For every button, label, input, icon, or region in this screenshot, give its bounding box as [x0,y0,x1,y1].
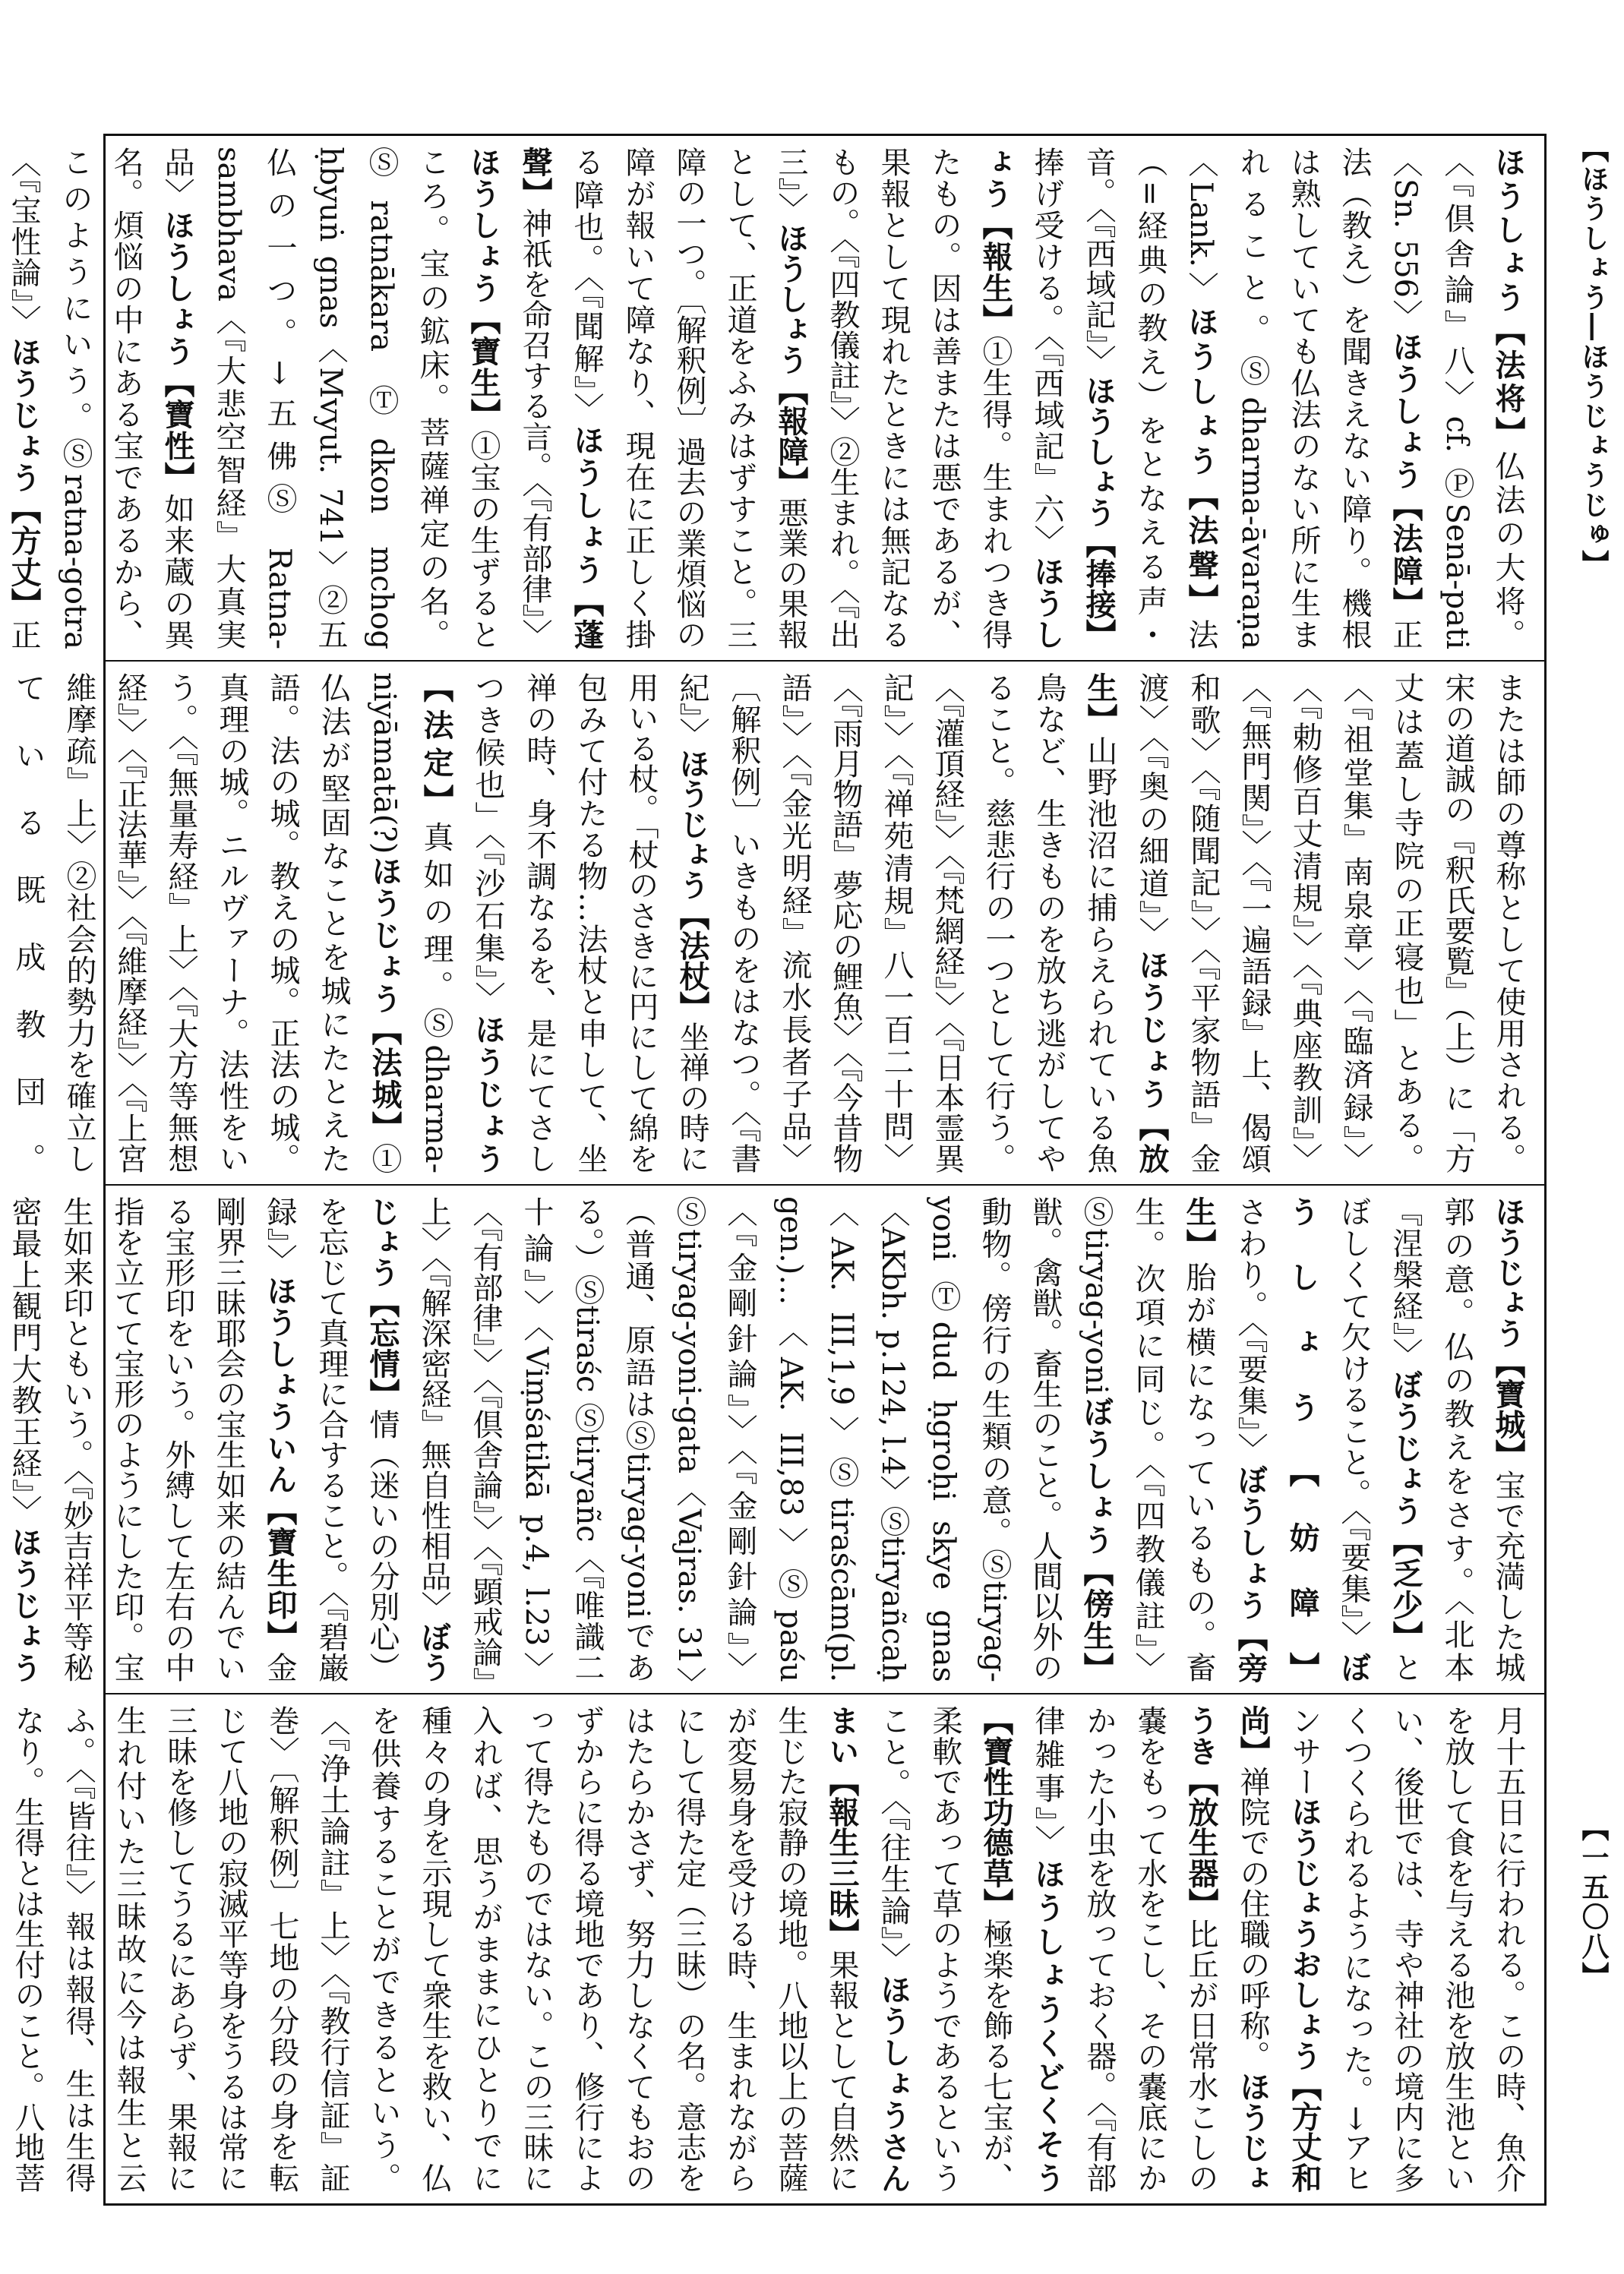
entry-headword: ほうしょう【法聲】 [1183,306,1219,619]
entry-definition: 胎が横になっているもの。畜生。次項に同じ。〈『四教儀註』〉Ⓢtiryag-yoni [1079,1196,1216,1683]
band-4-text [0,1694,1544,2203]
entry-headword: ほうじょう【法杖】 [675,748,710,1022]
entry-definition: または師の尊称として使用される。宋の道誠の『釈氏要覧』（上）に「方丈は蓋し寺院の正寝也」とある。〈『祖堂集』南泉章〉〈『臨済録』〉〈『勅修百丈清規』〉〈『典座教訓』〉〈『無門関』〉〈『一遍語録』上、偈頌和歌〉〈『随聞記』〉〈『平家物語』金渡〉〈『奥の細道』〉 [1134,672,1526,1173]
band-2-text [0,662,1544,1184]
entry-definition: 正 [6,619,41,649]
entry-definition: 法（=経典の教え）をとなえる声・音。〈『西域記』〉 [1081,147,1218,650]
entry-headword: ほうじょう【法定】 [419,672,506,1173]
dictionary-entry [0,1705,911,2193]
entry-headword: ほうしょうくどくそう【寶性功德草】 [978,1705,1066,2193]
entry-headword: ほうしょう【捧接】 [1081,375,1117,650]
dictionary-entry [1134,672,1526,1173]
entry-definition: ①仏法が堅固なことを城にたとえた語。法の城。教えの城。正法の城。真理の城。ニルヴァーナ。法性をいう。〈『無量寿経』上〉〈『大方等無想経』〉〈『正法華』〉〈『維摩経』〉〈『上宮維摩疏』上〉②社会的勢力を確立している既成教団。 [11,672,402,1173]
entry-definition: 比丘が日常水こしの嚢をもって水をこし、その嚢底にかかった小虫を放っておく器。〈『有部律雑事』〉 [1030,1705,1218,2193]
entry-headword: ほうじょう【方丈】 [6,336,42,619]
entry-headword: ほうじょう【法城】 [367,854,403,1143]
page-number: 【一五〇八】 [1578,1814,1610,1991]
entry-headword: ほうじょう【放生】 [1082,672,1170,1173]
entry-headword: ぼうしょう【旁生】 [1181,1196,1269,1682]
page-header: 【ほうしょう―ほうじょうじゅ】 [1578,135,1610,580]
band-4 [10,1693,1544,2203]
entry-definition: 獣。禽獣。畜生のこと。人間以外の動物。傍行の生類の意。Ⓢtiryag-yoni Ⓣdud ḥgroḥi skye gnas〈AKbh. p.124, l.4〉Ⓢtiryañcaḥ〈AK. III,1,9〉Ⓢtiraścām(pl. gen.)…〈AK. III,83〉Ⓢpaśu〈『金剛針論』〉〈『金剛針論』〉Ⓢtiryag-yoni-gata〈Vajras. 31〉（普通、原語はⓈtiryag-yoniである。）Ⓢtiraśc Ⓢtiryañc〈『唯識二十論』〉〈Viṃśatikā p.4, l.23〉〈『有部律』〉〈『倶舎論』〉〈『顕戒論』上〉〈『解深密経』無自性相品〉 [416,1196,1063,1682]
dictionary-entry [1183,147,1423,649]
entry-definition: 宝で充満した城郭の意。仏の教えをさす。〈北本『涅槃経』〉 [1388,1196,1525,1682]
entry-definition: 神祇を命召する言。〈『有部律』〉 [517,207,552,650]
entry-definition: 極楽を飾る七宝が、柔軟であって草のようであるということ。〈『往生論』〉 [876,1705,1013,2193]
entry-definition: 情（迷いの分別心）を忘じて真理に合すること。〈『碧巌録』〉 [262,1196,400,1682]
entry-headword: ほうしょう【法将】 [1490,147,1526,450]
band-2 [11,660,1544,1184]
dictionary-entry [1030,1705,1270,2193]
entry-definition: 正法（教え）を聞きえない障り。機根は熟していても仏法のない所に生まれること。Ⓢdharma-āvaraṇa〈Lank.〉 [1183,147,1423,649]
entry-headword: ほうじょう [7,1526,43,1683]
entry-headword: ほうじょうおしょう【方丈和尚】 [1235,1705,1322,2193]
dictionary-entry [569,147,808,649]
entry-headword: ほうしょう【法障】 [1388,331,1423,619]
dictionary-entry [1287,1705,1526,2193]
band-3-text [0,1186,1544,1693]
entry-headword: ほうしょう【報生】 [978,147,1065,649]
dictionary-entry [470,672,709,1173]
dictionary-entry [160,147,501,649]
entry-headword: ほうじょう【寶城】 [1490,1196,1526,1470]
dictionary-frame [6,134,1547,2206]
entry-headword: ほうしょう【報障】 [773,223,809,497]
entry-headword: ぼうじょう【忘情】 [365,1196,452,1682]
entry-definition: 山野池沼に捕らえられている魚鳥など、生きものを放ち逃がしてやること。慈悲行の一つとして行う。〈『灌頂経』〉〈『梵網経』〉〈『日本霊異記』〉〈『禅苑清規』八一百二十問〉〈『雨月物語』夢応の鯉魚〉〈『今昔物語』〉〈『金光明経』流水長者子品〉〔解釈例〕いきものをはなつ。〈『書紀』〉 [675,672,1117,1174]
band-1-text [0,136,1544,660]
entry-headword: ぼうじょう【乏少】 [1388,1369,1423,1653]
dictionary-entry [675,672,1169,1173]
entry-headword: ほうしょう【寶性】 [160,209,195,494]
dictionary-entry [7,1196,297,1682]
entry-definition: 真如の理。Ⓢdharma-niyāmatā(?) [367,672,453,1174]
band-1 [6,136,1544,660]
entry-definition: 金剛界三昧耶会の宝生如来の結んでいる宝形印をいう。外縛して左右の中指を立てて宝形のようにした印。宝生如来印ともいう。〈『妙吉祥平等秘密最上観門大教王経』〉 [7,1196,297,1682]
entry-definition: 坐禅の時に用いる杖。「杖のさきに円にして綿を包みて付たる物…法杖と申して、坐禅の時、身不調なるを、是にてさしつき候也」〈『沙石集』〉 [470,672,709,1173]
entry-definition: さわり。〈『要集』〉 [1233,1196,1268,1464]
entry-headword: ほうじょうき【放生器】 [1183,1705,1271,2193]
entry-definition: ①宝の生ずるところ。宝の鉱床。菩薩禅定の名。Ⓢratnākara Ⓣdkon mchog ḥbyuṅ gnas〈Mvyut. 741〉②五仏の一つ。→五佛Ⓢ Ratna-sambhava〈『大悲空智経』大真実品〉 [160,147,501,650]
entry-headword: ぼうしょう【傍生】 [1079,1394,1114,1683]
dictionary-entry [11,672,402,1173]
entry-headword: ほうしょうさんまい【報生三昧】 [824,1705,912,2193]
entry-definition: 果報として自然に生じた寂静の境地。八地以上の菩薩が変易身を受ける時、生まれながらにして得た定（三昧）の名。意志をはたらかさず、努力しなくてもおのずからに得る境地であり、修行によって得たものではない。この三昧に入れば、思うがままにひとりでに種々の身を示現して衆生を救い、仏を供養することができるという。〈『浄土論註』上〉〈『教行信証』証巻〉〔解釈例〕七地の分段の身を転じて八地の寂滅平等身をうるは常に三昧を修してうるにあらず、果報に生れ付いた三昧故に今は報生と云ふ。〈『皆往』〉報は報得、生は生得なり。生得とは生付のこと。八地菩 [10,1705,859,2193]
entry-headword: ぼうしょう【妨障】 [1284,1196,1372,1682]
entry-definition: 仏法の大将。〈『倶舎論』八〉cf. ⓅSenā-pati〈Sn. 556〉 [1388,147,1525,650]
dictionary-entry [773,147,1064,649]
entry-definition: 如来蔵の異名。煩悩の中にある宝であるから、このようにいう。Ⓢratna-gotra〈『宝性論』〉 [6,147,194,650]
band-3 [7,1184,1544,1693]
entry-definition: ①生得。生まれつき得たもの。因は善または悪であるが、果報として現れたときには無記なるもの。〈『四教儀註』〉②生まれ。〈『出三』〉 [773,147,1013,650]
entry-headword: ほうしょう【蓬聲】 [517,147,605,649]
entry-definition: 禅院での住職の呼称。 [1235,1766,1270,2071]
entry-headword: ほうしょう【寶生】 [466,147,501,431]
dictionary-entry [416,1196,1114,1682]
entry-headword: ほうしょういん【寶生印】 [262,1275,298,1652]
entry-definition: 捧げ受ける。〈『西域記』六〉 [1029,147,1064,557]
entry-definition: 悪業の果報として、正道をふみはずすこと。三障の一つ。〔解釈例〕過去の業煩悩の障が報いて障なり、現在に正しく掛る障也。〈『聞解』〉 [569,147,808,649]
entry-definition: とぼしくて欠けること。〈『要集』〉 [1336,1196,1423,1683]
entry-definition: 月十五日に行われる。この時、魚介を放して食を与える池を放生池といい、後世では、寺や神社の境内に多くつくられるようになった。→アヒンサー [1287,1705,1526,2193]
